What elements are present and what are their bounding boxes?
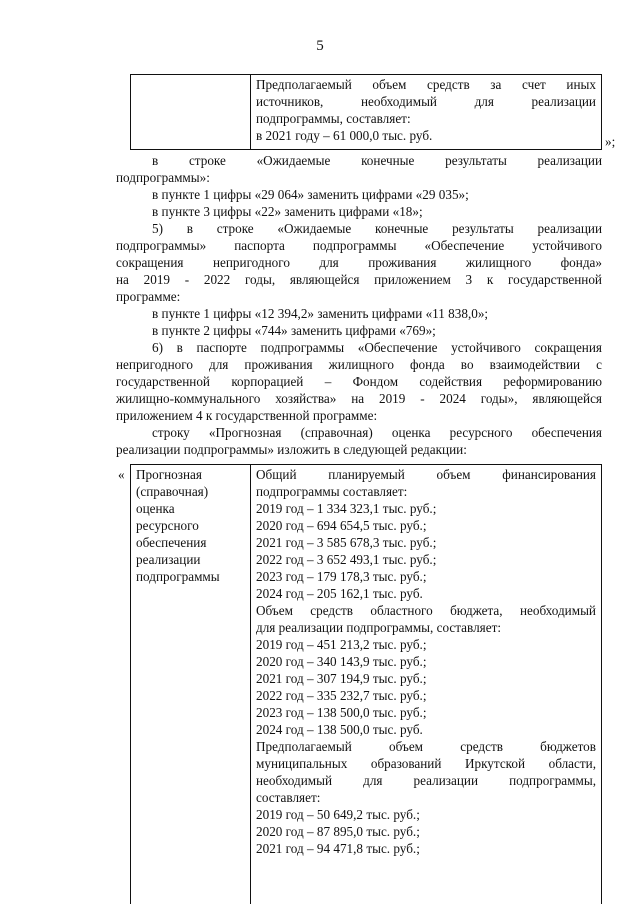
- paragraph-line: строку «Прогнозная (справочная) оценка ресурсного обеспечения: [152, 425, 602, 440]
- paragraph-line: программе:: [116, 289, 181, 304]
- bottom-table-right-line: Общий планируемый объем финансирования: [256, 467, 596, 482]
- paragraph-line: 6) в паспорте подпрограммы «Обеспечение устойчивого сокращения: [152, 340, 602, 355]
- bottom-table-left-line: (справочная): [136, 484, 209, 499]
- top-table-line: подпрограммы, составляет:: [256, 111, 411, 126]
- bottom-table-right-line: 2020 год – 340 143,9 тыс. руб.;: [256, 654, 427, 669]
- bottom-table-right-line: 2020 год – 694 654,5 тыс. руб.;: [256, 518, 427, 533]
- bottom-table-right-line: подпрограммы составляет:: [256, 484, 408, 499]
- bottom-table-right-line: 2022 год – 335 232,7 тыс. руб.;: [256, 688, 427, 703]
- paragraph-line: непригодного для проживания жилищного фонда во взаимодействии с: [116, 357, 602, 372]
- paragraph-line: сокращения непригодного для проживания жилищного фонда»: [116, 255, 602, 270]
- bottom-table-right-line: 2020 год – 87 895,0 тыс. руб.;: [256, 824, 420, 839]
- paragraph-line: жилищно-коммунального хозяйства» на 2019 - 2024 годы», являющейся: [116, 391, 602, 406]
- paragraph-line: реализации подпрограммы» изложить в следующей редакции:: [116, 442, 467, 457]
- bottom-table-left-line: ресурсного: [136, 518, 199, 533]
- bottom-table-right-line: 2024 год – 205 162,1 тыс. руб.: [256, 586, 423, 601]
- bottom-table-right-line: 2021 год – 307 194,9 тыс. руб.;: [256, 671, 427, 686]
- bottom-table-right-line: 2021 год – 94 471,8 тыс. руб.;: [256, 841, 420, 856]
- bottom-table-left-line: обеспечения: [136, 535, 207, 550]
- bottom-table-left-line: Прогнозная: [136, 467, 202, 482]
- top-table-left-cell: [130, 74, 251, 150]
- bottom-table-right-line: для реализации подпрограммы, составляет:: [256, 620, 502, 635]
- paragraph-line: на 2019 - 2022 годы, являющейся приложением 3 к государственной: [116, 272, 602, 287]
- bottom-table-left-line: оценка: [136, 501, 175, 516]
- top-table-right-text: [256, 76, 596, 144]
- top-table-closing-quote: »;: [605, 134, 616, 149]
- bottom-table-right-line: 2021 год – 3 585 678,3 тыс. руб.;: [256, 535, 437, 550]
- bottom-table-right-line: Предполагаемый объем средств бюджетов: [256, 739, 596, 754]
- paragraph-line: подпрограммы» паспорта подпрограммы «Обеспечение устойчивого: [116, 238, 602, 253]
- paragraph-line: 5) в строке «Ожидаемые конечные результаты реализации: [152, 221, 602, 236]
- paragraph-line: государственной корпорацией – Фондом содействия реформированию: [116, 374, 602, 389]
- bottom-table-right-line: 2019 год – 451 213,2 тыс. руб.;: [256, 637, 427, 652]
- bottom-table-left-line: реализации: [136, 552, 201, 567]
- top-table-line: источников, необходимый для реализации: [256, 94, 596, 109]
- bottom-table-open-quote: «: [118, 467, 125, 482]
- page-number: 5: [316, 38, 324, 54]
- bottom-table-right-line: 2019 год – 50 649,2 тыс. руб.;: [256, 807, 420, 822]
- top-table-line: в 2021 году – 61 000,0 тыс. руб.: [256, 128, 433, 143]
- bottom-table-right-line: муниципальных образований Иркутской области,: [256, 756, 596, 771]
- bottom-table-right-line: 2022 год – 3 652 493,1 тыс. руб.;: [256, 552, 437, 567]
- bottom-table-right-line: Объем средств областного бюджета, необходимый: [256, 603, 596, 618]
- paragraph-line: в пункте 1 цифры «29 064» заменить цифрами «29 035»;: [152, 187, 469, 202]
- paragraph-line: приложением 4 к государственной программе:: [116, 408, 378, 423]
- paragraph-line: в пункте 2 цифры «744» заменить цифрами «769»;: [152, 323, 436, 338]
- bottom-table-left-text: [136, 466, 246, 585]
- paragraph-line: в строке «Ожидаемые конечные результаты реализации: [152, 153, 602, 168]
- body-text: [116, 152, 602, 458]
- top-table-line: Предполагаемый объем средств за счет иных: [256, 77, 596, 92]
- bottom-table-right-line: составляет:: [256, 790, 321, 805]
- bottom-table-right-line: 2024 год – 138 500,0 тыс. руб.: [256, 722, 423, 737]
- paragraph-line: подпрограммы»:: [116, 170, 210, 185]
- paragraph-line: в пункте 3 цифры «22» заменить цифрами «18»;: [152, 204, 423, 219]
- paragraph-line: в пункте 1 цифры «12 394,2» заменить цифрами «11 838,0»;: [152, 306, 489, 321]
- bottom-table-right-line: 2023 год – 179 178,3 тыс. руб.;: [256, 569, 427, 584]
- bottom-table-right-text: [256, 466, 596, 857]
- bottom-table-right-line: необходимый для реализации подпрограммы,: [256, 773, 596, 788]
- bottom-table-left-line: подпрограммы: [136, 569, 220, 584]
- bottom-table-right-line: 2019 год – 1 334 323,1 тыс. руб.;: [256, 501, 437, 516]
- bottom-table-right-line: 2023 год – 138 500,0 тыс. руб.;: [256, 705, 427, 720]
